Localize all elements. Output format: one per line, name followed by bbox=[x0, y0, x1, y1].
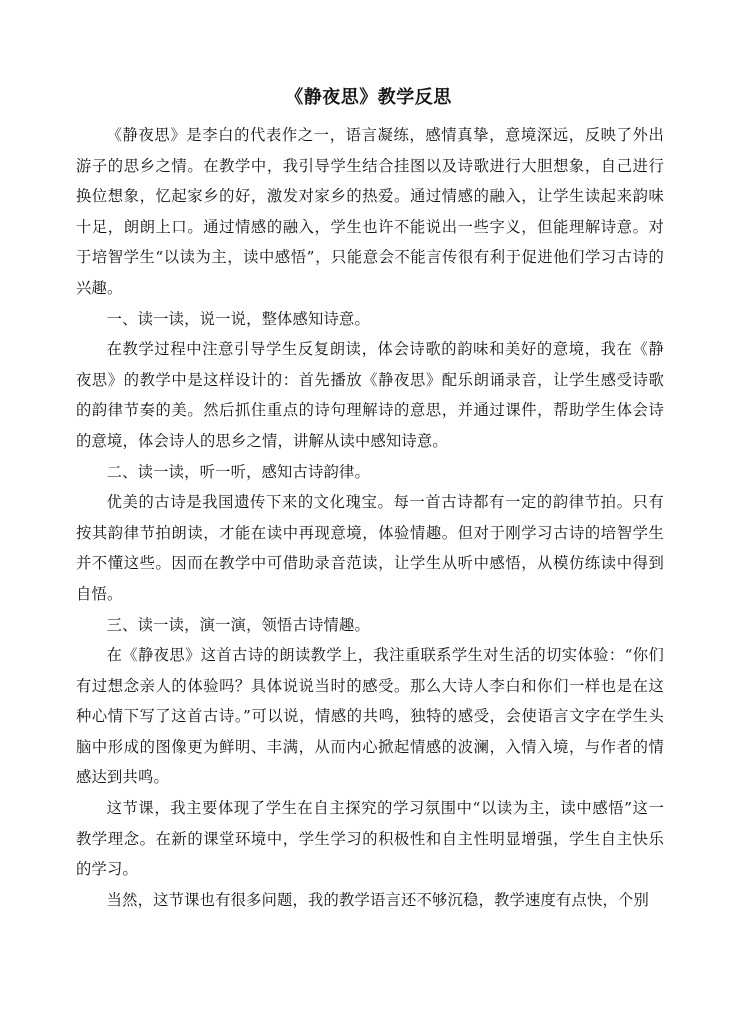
section-heading-1: 一、读一读，说一说，整体感知诗意。 bbox=[106, 309, 371, 328]
section-heading-3: 三、读一读，演一演，领悟古诗情趣。 bbox=[106, 615, 371, 634]
paragraph-section-3: 在《静夜思》这首古诗的朗读教学上，我注重联系学生对生活的切实体验：“你们有过想念亲人的体验吗？具体说说当时的感受。那么大诗人李白和你们一样也是在这种心情下写了这首古诗。”可以说，情感的共鸣，独特的感受，会使语言文字在学生头脑中形成的图像更为鲜明、丰满，从而内心掀起情感的波澜，入情入境，与作者的情感达到共鸣。 bbox=[76, 646, 664, 787]
paragraph-intro: 《静夜思》是李白的代表作之一，语言凝练，感情真挚，意境深远，反映了外出游子的思乡之情。在教学中，我引导学生结合挂图以及诗歌进行大胆想象，自己进行换位想象，忆起家乡的好，激发对家乡的热爱。通过情感的融入，让学生读起来韵味十足，朗朗上口。通过情感的融入，学生也许不能说出一些字义，但能理解诗意。对于培智学生“以读为主，读中感悟”，只能意会不能言传很有利于促进他们学习古诗的兴趣。 bbox=[76, 126, 664, 297]
paragraph-problems: 当然，这节课也有很多问题，我的教学语言还不够沉稳，教学速度有点快，个别 bbox=[106, 890, 649, 909]
paragraph-section-2: 优美的古诗是我国遗传下来的文化瑰宝。每一首古诗都有一定的韵律节拍。只有按其韵律节拍朗读，才能在读中再现意境，体验情趣。但对于刚学习古诗的培智学生并不懂这些。因而在教学中可借助录音范读，让学生从听中感悟，从模仿练读中得到自悟。 bbox=[76, 493, 664, 603]
paragraph-section-1: 在教学过程中注意引导学生反复朗读，体会诗歌的韵味和美好的意境，我在《静夜思》的教学中是这样设计的：首先播放《静夜思》配乐朗诵录音，让学生感受诗歌的韵律节奏的美。然后抓住重点的诗句理解诗的意思，并通过课件，帮助学生体会诗的意境，体会诗人的思乡之情，讲解从读中感知诗意。 bbox=[76, 340, 664, 450]
page-title: 《静夜思》教学反思 bbox=[285, 87, 452, 108]
paragraph-summary: 这节课，我主要体现了学生在自主探究的学习氛围中“以读为主，读中感悟”这一教学理念。在新的课堂环境中，学生学习的积极性和自主性明显增强，学生自主快乐的学习。 bbox=[76, 799, 664, 879]
section-heading-2: 二、读一读，听一听，感知古诗韵律。 bbox=[106, 462, 371, 481]
document-body bbox=[76, 120, 664, 915]
